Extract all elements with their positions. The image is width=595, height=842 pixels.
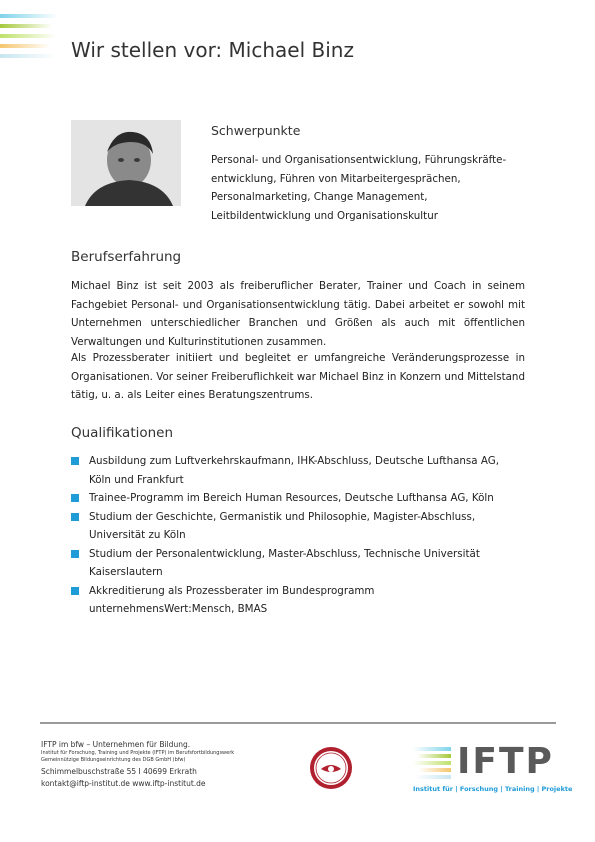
qualifikation-line: Universität zu Köln: [89, 529, 186, 541]
square-bullet-icon: [71, 550, 79, 558]
qualifikation-item: [71, 582, 531, 619]
footer-divider: [40, 722, 556, 724]
stripe-cyan: [0, 14, 58, 18]
qualifikationen-list: [71, 452, 531, 619]
qualifikation-line: Köln und Frankfurt: [89, 473, 184, 486]
page-title: Wir stellen vor: Michael Binz: [71, 38, 354, 62]
qualifikation-line: Akkreditierung als Prozessberater im Bundesprogramm: [89, 584, 375, 597]
quality-seal-icon: [308, 745, 354, 791]
stripe-orange: [0, 44, 50, 48]
qualifikation-item: [71, 545, 531, 582]
portrait-photo: [71, 120, 181, 206]
footer-org-line: IFTP im bfw – Unternehmen für Bildung.: [41, 740, 191, 749]
qualifikation-line: Studium der Geschichte, Germanistik und Philosophie, Magister-Abschluss,: [89, 510, 476, 523]
qualifikation-line: Ausbildung zum Luftverkehrskaufmann, IHK-Abschluss, Deutsche Lufthansa AG,: [89, 455, 499, 467]
decorative-color-stripes: [0, 14, 60, 64]
footer-address-block: [41, 740, 234, 790]
logo-tagline: Institut für | Forschung | Training | Projekte: [413, 785, 573, 793]
qualifikation-line: Trainee-Programm im Bereich Human Resources, Deutsche Lufthansa AG, Köln: [89, 492, 494, 504]
qualifikation-item: [71, 508, 531, 545]
footer-institute-line: Institut für Forschung, Training und Projekte (IFTP) im Berufsfortbildungswerk: [41, 750, 235, 756]
seal-drawing: [308, 745, 354, 791]
stripe-green: [0, 24, 52, 28]
footer-address: Schimmelbuschstraße 55 I 40699 Erkrath: [41, 767, 197, 776]
qualifikation-line: unternehmensWert:Mensch, BMAS: [89, 603, 268, 615]
logo-color-bars: [413, 747, 453, 782]
berufserfahrung-paragraph-2: Als Prozessberater initiiert und begleitet er umfangreiche Veränderungsprozesse in Organisationen. Vor seiner Freiberuflichkeit war Michael Binz in Konzern und Mittelstand tätig, u. a. als Leiter eines Beratungszentrums.: [71, 352, 525, 401]
square-bullet-icon: [71, 494, 79, 502]
stripe-lightblue: [0, 54, 56, 58]
schwerpunkte-line: Personalmarketing, Change Management,: [211, 191, 428, 203]
iftp-logo: [413, 741, 573, 797]
square-bullet-icon: [71, 587, 79, 595]
section-heading-berufserfahrung: Berufserfahrung: [71, 249, 182, 265]
berufserfahrung-paragraph-1: Michael Binz ist seit 2003 als freiberuflicher Berater, Trainer und Coach in seinem Fachgebiet Personal- und Organisationsentwicklung tätig. Dabei arbeitet er sowohl mit Unternehmen unterschiedlicher Branchen und Größen als auch mit öffentlichen Verwaltungen und Kulturinstitutionen zusammen.: [71, 280, 525, 348]
schwerpunkte-line: Personal- und Organisationsentwicklung, Führungskräfte-: [211, 154, 507, 166]
schwerpunkte-line: entwicklung, Führen von Mitarbeitergesprächen,: [211, 172, 461, 185]
section-heading-qualifikationen: Qualifikationen: [71, 425, 174, 441]
qualifikation-item: [71, 452, 531, 489]
portrait-drawing: [71, 120, 181, 206]
schwerpunkte-line: Leitbildentwicklung und Organisationskultur: [211, 209, 438, 222]
logo-wordmark: IFTP: [457, 741, 554, 782]
qualifikation-line: Kaiserslautern: [89, 566, 163, 578]
qualifikation-line: Studium der Personalentwicklung, Master-Abschluss, Technische Universität: [89, 547, 480, 560]
footer-nonprofit-line: Gemeinnützige Bildungseinrichtung des DGB GmbH (bfw): [41, 757, 186, 763]
section-heading-schwerpunkte: Schwerpunkte: [211, 123, 301, 138]
schwerpunkte-text: [211, 151, 531, 225]
footer-contact-link[interactable]: kontakt@iftp-institut.de www.iftp-institut.de: [41, 779, 206, 788]
square-bullet-icon: [71, 457, 79, 465]
square-bullet-icon: [71, 513, 79, 521]
stripe-lime: [0, 34, 56, 38]
qualifikation-item: [71, 489, 531, 508]
